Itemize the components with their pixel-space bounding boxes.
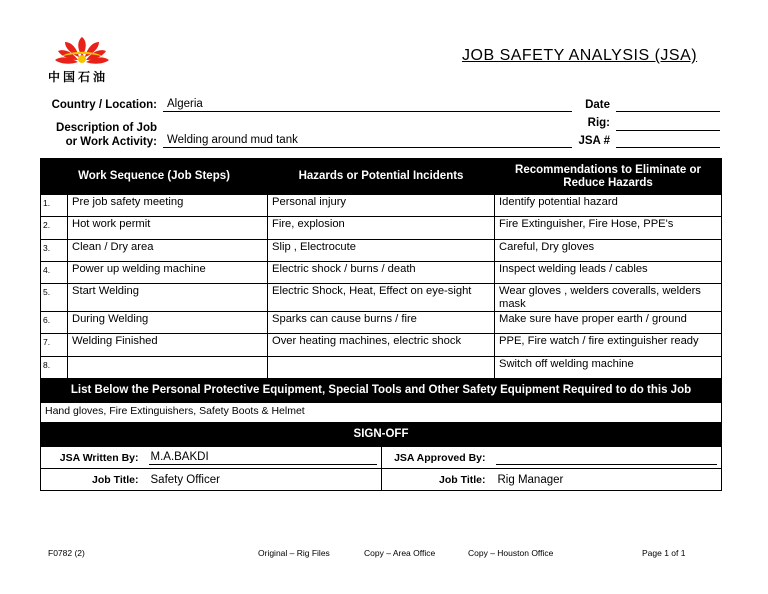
recommendation-cell[interactable]: Make sure have proper earth / ground	[495, 312, 722, 334]
ppe-section-header: List Below the Personal Protective Equipment, Special Tools and Other Safety Equipment Required to do this Job	[41, 379, 722, 403]
job-step-cell[interactable]: Power up welding machine	[68, 261, 268, 283]
column-header-work-sequence: Work Sequence (Job Steps)	[41, 159, 268, 195]
document-title: JOB SAFETY ANALYSIS (JSA)	[462, 47, 698, 64]
row-number: 3.	[41, 239, 68, 261]
hazard-cell[interactable]	[268, 356, 495, 378]
row-number: 4.	[41, 261, 68, 283]
written-by-cell	[145, 447, 382, 469]
country-field[interactable]: Algeria	[163, 98, 572, 112]
form-number: F0782 (2)	[48, 548, 85, 558]
description-label-line-2: or Work Activity:	[65, 136, 157, 148]
table-row	[41, 284, 722, 312]
approved-by-field[interactable]	[496, 451, 718, 465]
hazard-cell[interactable]: Fire, explosion	[268, 217, 495, 239]
description-label	[40, 121, 157, 149]
recommendation-cell[interactable]: Inspect welding leads / cables	[495, 261, 722, 283]
job-step-cell[interactable]: During Welding	[68, 312, 268, 334]
logo-text: 中国石油	[48, 70, 109, 84]
job-step-cell[interactable]: Hot work permit	[68, 217, 268, 239]
date-field[interactable]	[616, 98, 720, 112]
column-header-recommendations: Recommendations to Eliminate or Reduce Hazards	[495, 159, 722, 195]
recommendation-cell[interactable]: Fire Extinguisher, Fire Hose, PPE's	[495, 217, 722, 239]
job-title-field-right[interactable]: Rig Manager	[497, 473, 564, 486]
signoff-section-header: SIGN-OFF	[41, 423, 722, 447]
table-row	[41, 312, 722, 334]
job-title-field-left[interactable]: Safety Officer	[150, 473, 220, 486]
date-label: Date	[585, 99, 610, 111]
rig-label: Rig:	[587, 117, 610, 129]
hazard-cell[interactable]: Slip , Electrocute	[268, 239, 495, 261]
recommendation-cell[interactable]: Switch off welding machine	[495, 356, 722, 378]
table-row	[41, 239, 722, 261]
country-label: Country / Location:	[51, 99, 157, 111]
jsa-number-field[interactable]	[616, 134, 720, 148]
hazard-cell[interactable]: Electric Shock, Heat, Effect on eye-sight	[268, 284, 495, 312]
hazard-cell[interactable]: Electric shock / burns / death	[268, 261, 495, 283]
table-row	[41, 217, 722, 239]
hazard-cell[interactable]: Personal injury	[268, 195, 495, 217]
table-row	[41, 195, 722, 217]
written-by-field[interactable]: M.A.BAKDI	[149, 451, 378, 465]
job-step-cell[interactable]: Welding Finished	[68, 334, 268, 356]
row-number: 5.	[41, 284, 68, 312]
footer-copy-houston: Copy – Houston Office	[468, 548, 554, 558]
hazard-cell[interactable]: Over heating machines, electric shock	[268, 334, 495, 356]
recommendation-cell[interactable]: PPE, Fire watch / fire extinguisher ready	[495, 334, 722, 356]
recommendation-cell[interactable]: Identify potential hazard	[495, 195, 722, 217]
approved-by-cell	[492, 447, 722, 469]
approved-by-label: JSA Approved By:	[382, 447, 492, 469]
jsa-table	[40, 158, 722, 447]
recommendation-cell[interactable]: Wear gloves , welders coveralls, welders mask	[495, 284, 722, 312]
job-step-cell[interactable]: Start Welding	[68, 284, 268, 312]
column-header-hazards: Hazards or Potential Incidents	[268, 159, 495, 195]
signoff-table	[40, 446, 722, 491]
job-step-cell[interactable]: Pre job safety meeting	[68, 195, 268, 217]
row-number: 1.	[41, 195, 68, 217]
job-title-label-right: Job Title:	[382, 469, 492, 491]
table-row	[41, 261, 722, 283]
written-by-label: JSA Written By:	[41, 447, 145, 469]
table-row	[41, 334, 722, 356]
job-title-cell-right	[492, 469, 722, 491]
row-number: 6.	[41, 312, 68, 334]
recommendation-cell[interactable]: Careful, Dry gloves	[495, 239, 722, 261]
row-number: 7.	[41, 334, 68, 356]
hazard-cell[interactable]: Sparks can cause burns / fire	[268, 312, 495, 334]
job-title-cell-left	[145, 469, 382, 491]
job-step-cell[interactable]	[68, 356, 268, 378]
footer-copy-area: Copy – Area Office	[364, 548, 436, 558]
ppe-list-field[interactable]: Hand gloves, Fire Extinguishers, Safety Boots & Helmet	[41, 403, 722, 423]
row-number: 8.	[41, 356, 68, 378]
footer-original: Original – Rig Files	[258, 548, 330, 558]
description-label-line-1: Description of Job	[56, 122, 157, 134]
page-number: Page 1 of 1	[642, 548, 686, 558]
description-field[interactable]: Welding around mud tank	[163, 134, 572, 148]
row-number: 2.	[41, 217, 68, 239]
jsa-number-label: JSA #	[578, 135, 610, 147]
table-row	[41, 356, 722, 378]
rig-field[interactable]	[616, 117, 720, 131]
job-step-cell[interactable]: Clean / Dry area	[68, 239, 268, 261]
job-title-label-left: Job Title:	[41, 469, 145, 491]
